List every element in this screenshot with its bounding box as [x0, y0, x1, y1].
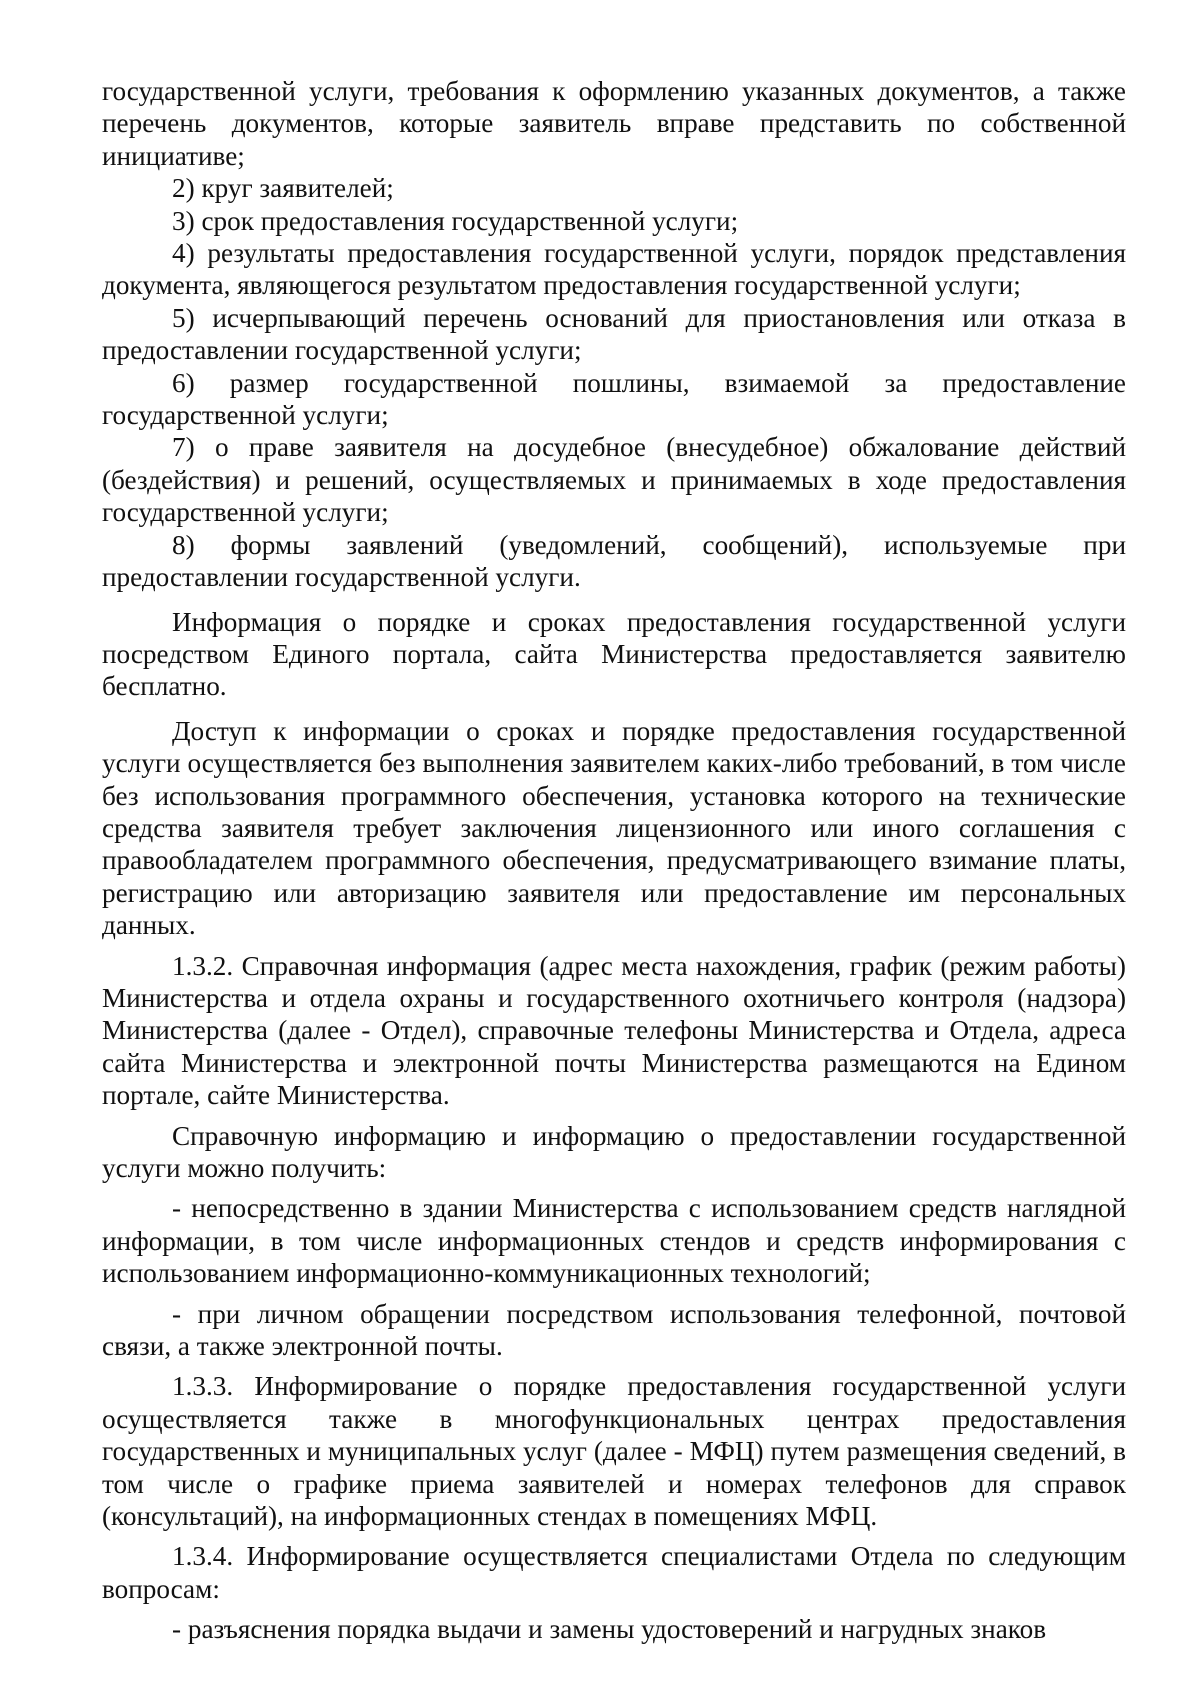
list-item-5: 5) исчерпывающий перечень оснований для приостановления или отказа в предоставлении государственной услуги;	[102, 302, 1126, 366]
bullet-in-building: - непосредственно в здании Министерства с использованием средств наглядной информации, в том числе информационных стендов и средств информирования с использованием информационно-коммуникационных технологий;	[102, 1193, 1126, 1289]
list-item-3: 3) срок предоставления государственной услуги;	[172, 205, 739, 236]
document-page	[102, 75, 1126, 1646]
paragraph-access: Доступ к информации о сроках и порядке предоставления государственной услуги осуществляется без выполнения заявителем каких-либо требований, в том числе без использования программного обеспечения, установка которого на технические средства заявителя требует заключения лицензионного или иного соглашения с правообладателем программного обеспечения, предусматривающего взимание платы, регистрацию или авторизацию заявителя или предоставление им персональных данных.	[102, 715, 1126, 941]
list-item-6: 6) размер государственной пошлины, взимаемой за предоставление государственной услуги;	[102, 367, 1126, 431]
paragraph-1-3-2: 1.3.2. Справочная информация (адрес места нахождения, график (режим работы) Министерства и отдела охраны и государственного охотничьего контроля (надзора) Министерства (далее - Отдел), справочные телефоны Министерства и Отдела, адреса сайта Министерства и электронной почты Министерства размещаются на Едином портале, сайте Министерства.	[102, 950, 1126, 1111]
paragraph-info-free: Информация о порядке и сроках предоставления государственной услуги посредством Единого портала, сайта Министерства предоставляется заявителю бесплатно.	[102, 606, 1126, 702]
list-item-7: 7) о праве заявителя на досудебное (внесудебное) обжалование действий (бездействия) и решений, осуществляемых и принимаемых в ходе предоставления государственной услуги;	[102, 432, 1126, 528]
paragraph-1-3-3: 1.3.3. Информирование о порядке предоставления государственной услуги осуществляется также в многофункциональных центрах предоставления государственных и муниципальных услуг (далее - МФЦ) путем размещения сведений, в том числе о графике приема заявителей и номерах телефонов для справок (консультаций), на информационных стендах в помещениях МФЦ.	[102, 1371, 1126, 1532]
bullet-explanation: - разъяснения порядка выдачи и замены удостоверений и нагрудных знаков	[172, 1614, 1047, 1645]
paragraph-continuation: государственной услуги, требования к оформлению указанных документов, а также перечень документов, которые заявитель вправе представить по собственной инициативе;	[102, 76, 1126, 171]
list-item-2: 2) круг заявителей;	[172, 173, 394, 204]
bullet-personal-contact: - при личном обращении посредством использования телефонной, почтовой связи, а также электронной почты.	[102, 1298, 1126, 1362]
paragraph-1-3-4: 1.3.4. Информирование осуществляется специалистами Отдела по следующим вопросам:	[102, 1541, 1126, 1604]
paragraph-reference-info: Справочную информацию и информацию о предоставлении государственной услуги можно получить:	[102, 1120, 1126, 1183]
list-item-8: 8) формы заявлений (уведомлений, сообщений), используемые при предоставлении государственной услуги.	[102, 529, 1126, 593]
list-item-4: 4) результаты предоставления государственной услуги, порядок представления документа, являющегося результатом предоставления государственной услуги;	[102, 238, 1126, 301]
